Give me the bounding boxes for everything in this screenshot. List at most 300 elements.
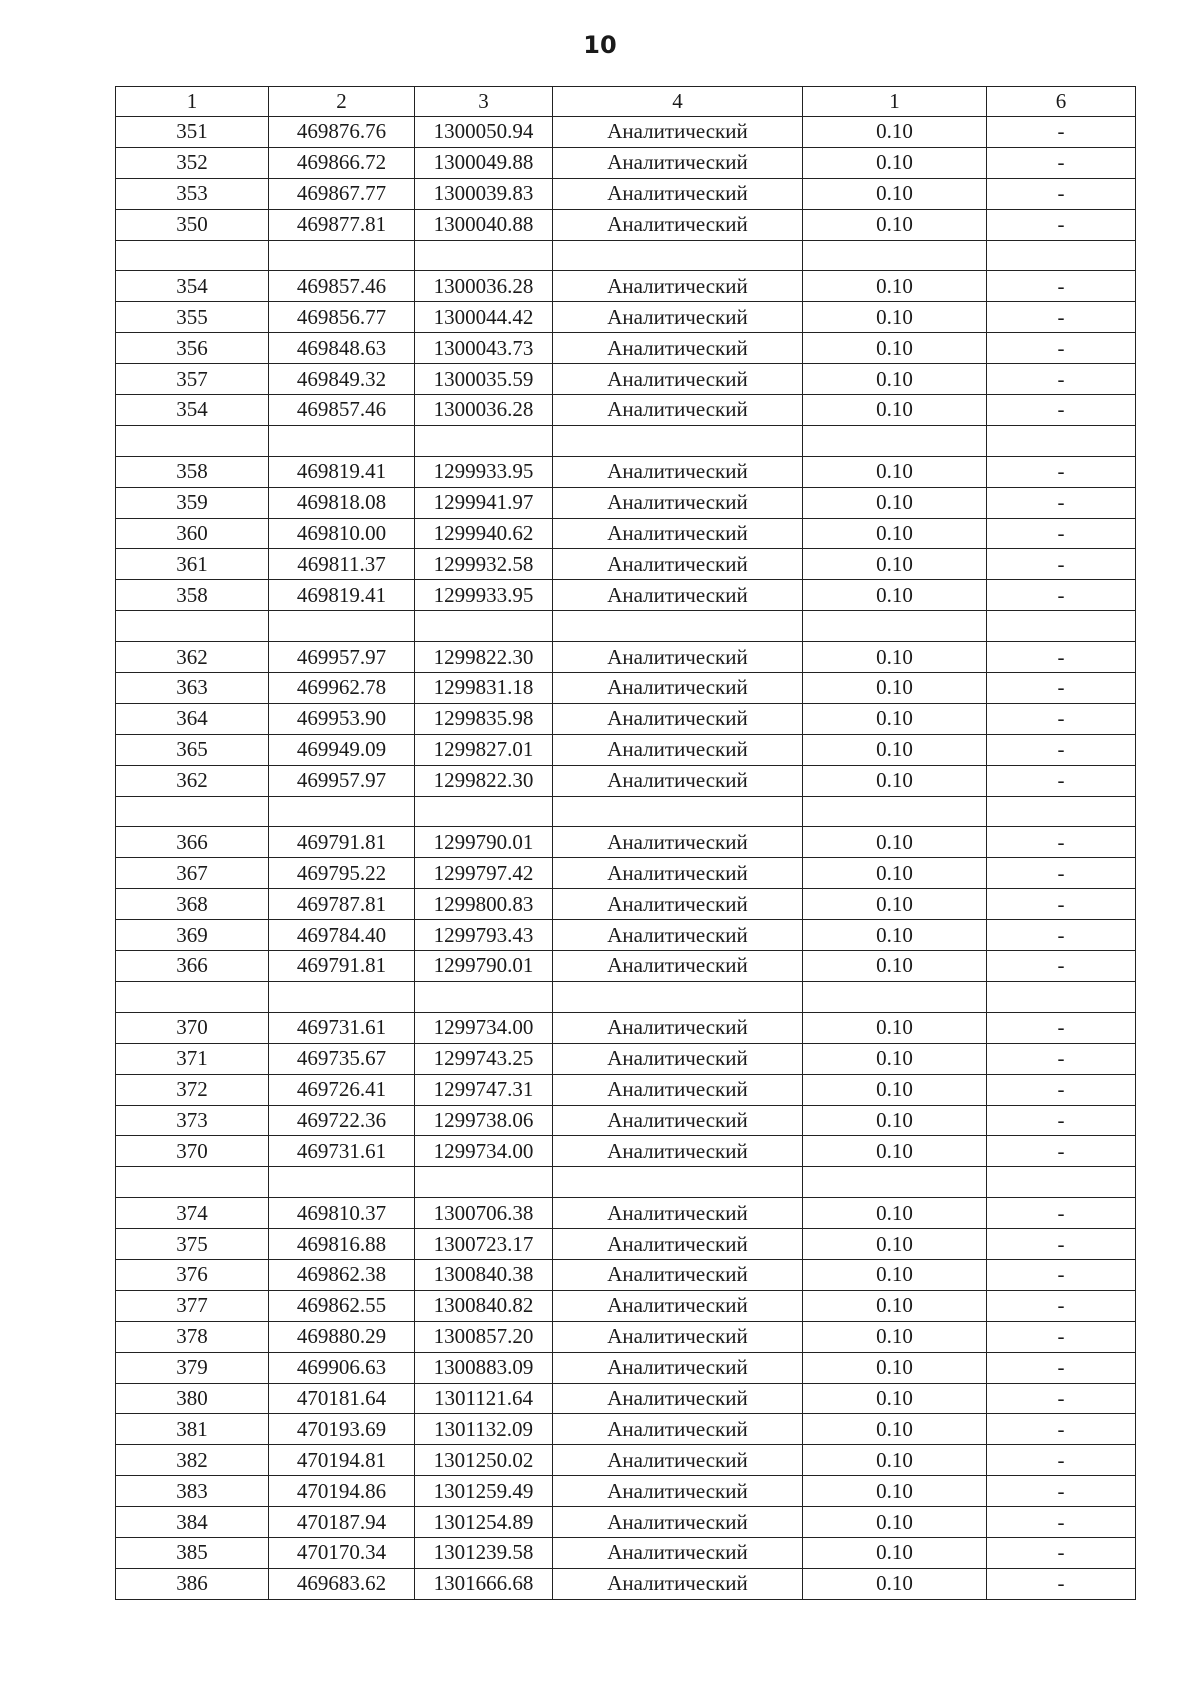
- x-coordinate-cell: 469848.63: [269, 333, 415, 364]
- note-cell: -: [987, 147, 1136, 178]
- accuracy-cell: [803, 425, 987, 456]
- table-row: [116, 858, 1136, 889]
- table-header-row: [116, 87, 1136, 117]
- table-row: [116, 951, 1136, 982]
- separator-row: [116, 425, 1136, 456]
- accuracy-cell: 0.10: [803, 1476, 987, 1507]
- y-coordinate-cell: 1300036.28: [415, 395, 553, 426]
- note-cell: -: [987, 1383, 1136, 1414]
- method-cell: Аналитический: [553, 673, 803, 704]
- accuracy-cell: 0.10: [803, 1074, 987, 1105]
- accuracy-cell: [803, 1167, 987, 1198]
- point-number-cell: 374: [116, 1198, 269, 1229]
- note-cell: -: [987, 1507, 1136, 1538]
- column-header: 4: [553, 87, 803, 117]
- method-cell: Аналитический: [553, 1352, 803, 1383]
- method-cell: Аналитический: [553, 1198, 803, 1229]
- accuracy-cell: 0.10: [803, 951, 987, 982]
- table-row: [116, 1537, 1136, 1568]
- y-coordinate-cell: 1301121.64: [415, 1383, 553, 1414]
- y-coordinate-cell: 1299822.30: [415, 642, 553, 673]
- method-cell: Аналитический: [553, 889, 803, 920]
- table-row: [116, 889, 1136, 920]
- point-number-cell: 378: [116, 1321, 269, 1352]
- point-number-cell: 372: [116, 1074, 269, 1105]
- y-coordinate-cell: [415, 611, 553, 642]
- table-row: [116, 333, 1136, 364]
- y-coordinate-cell: 1299940.62: [415, 518, 553, 549]
- column-header: 2: [269, 87, 415, 117]
- method-cell: Аналитический: [553, 1383, 803, 1414]
- note-cell: -: [987, 1290, 1136, 1321]
- separator-row: [116, 240, 1136, 271]
- accuracy-cell: 0.10: [803, 703, 987, 734]
- accuracy-cell: 0.10: [803, 1445, 987, 1476]
- table-row: [116, 1136, 1136, 1167]
- accuracy-cell: 0.10: [803, 765, 987, 796]
- y-coordinate-cell: 1301259.49: [415, 1476, 553, 1507]
- accuracy-cell: 0.10: [803, 1290, 987, 1321]
- point-number-cell: [116, 981, 269, 1012]
- point-number-cell: 373: [116, 1105, 269, 1136]
- x-coordinate-cell: 469953.90: [269, 703, 415, 734]
- table-row: [116, 642, 1136, 673]
- x-coordinate-cell: 469857.46: [269, 271, 415, 302]
- x-coordinate-cell: 469810.00: [269, 518, 415, 549]
- accuracy-cell: 0.10: [803, 1352, 987, 1383]
- accuracy-cell: 0.10: [803, 580, 987, 611]
- point-number-cell: 369: [116, 920, 269, 951]
- method-cell: Аналитический: [553, 333, 803, 364]
- point-number-cell: 384: [116, 1507, 269, 1538]
- accuracy-cell: 0.10: [803, 642, 987, 673]
- y-coordinate-cell: 1300857.20: [415, 1321, 553, 1352]
- y-coordinate-cell: 1299835.98: [415, 703, 553, 734]
- x-coordinate-cell: 469726.41: [269, 1074, 415, 1105]
- x-coordinate-cell: 469867.77: [269, 178, 415, 209]
- accuracy-cell: 0.10: [803, 673, 987, 704]
- note-cell: -: [987, 734, 1136, 765]
- y-coordinate-cell: 1300043.73: [415, 333, 553, 364]
- y-coordinate-cell: [415, 981, 553, 1012]
- note-cell: -: [987, 1321, 1136, 1352]
- method-cell: Аналитический: [553, 1414, 803, 1445]
- table-row: [116, 1259, 1136, 1290]
- x-coordinate-cell: 469876.76: [269, 117, 415, 148]
- table-row: [116, 1383, 1136, 1414]
- table-row: [116, 1352, 1136, 1383]
- table-row: [116, 1198, 1136, 1229]
- x-coordinate-cell: [269, 796, 415, 827]
- y-coordinate-cell: 1301132.09: [415, 1414, 553, 1445]
- accuracy-cell: 0.10: [803, 1105, 987, 1136]
- table-row: [116, 518, 1136, 549]
- y-coordinate-cell: 1299933.95: [415, 456, 553, 487]
- accuracy-cell: 0.10: [803, 1321, 987, 1352]
- x-coordinate-cell: 469791.81: [269, 951, 415, 982]
- point-number-cell: 379: [116, 1352, 269, 1383]
- x-coordinate-cell: 469957.97: [269, 642, 415, 673]
- point-number-cell: [116, 240, 269, 271]
- note-cell: -: [987, 858, 1136, 889]
- y-coordinate-cell: 1300044.42: [415, 302, 553, 333]
- point-number-cell: 354: [116, 395, 269, 426]
- note-cell: -: [987, 518, 1136, 549]
- note-cell: -: [987, 703, 1136, 734]
- method-cell: [553, 425, 803, 456]
- table-row: [116, 117, 1136, 148]
- note-cell: -: [987, 1198, 1136, 1229]
- y-coordinate-cell: [415, 796, 553, 827]
- accuracy-cell: 0.10: [803, 1259, 987, 1290]
- x-coordinate-cell: 469906.63: [269, 1352, 415, 1383]
- table-row: [116, 395, 1136, 426]
- x-coordinate-cell: 469819.41: [269, 456, 415, 487]
- y-coordinate-cell: 1300035.59: [415, 364, 553, 395]
- table-row: [116, 1476, 1136, 1507]
- accuracy-cell: 0.10: [803, 920, 987, 951]
- point-number-cell: 377: [116, 1290, 269, 1321]
- note-cell: -: [987, 487, 1136, 518]
- y-coordinate-cell: 1299734.00: [415, 1136, 553, 1167]
- x-coordinate-cell: 470194.86: [269, 1476, 415, 1507]
- y-coordinate-cell: [415, 425, 553, 456]
- x-coordinate-cell: 469787.81: [269, 889, 415, 920]
- table-row: [116, 1507, 1136, 1538]
- accuracy-cell: [803, 611, 987, 642]
- y-coordinate-cell: 1300039.83: [415, 178, 553, 209]
- y-coordinate-cell: [415, 1167, 553, 1198]
- y-coordinate-cell: 1299941.97: [415, 487, 553, 518]
- accuracy-cell: [803, 796, 987, 827]
- point-number-cell: 362: [116, 642, 269, 673]
- method-cell: Аналитический: [553, 456, 803, 487]
- accuracy-cell: 0.10: [803, 117, 987, 148]
- method-cell: Аналитический: [553, 858, 803, 889]
- table-row: [116, 1105, 1136, 1136]
- table-row: [116, 827, 1136, 858]
- point-number-cell: 350: [116, 209, 269, 240]
- note-cell: -: [987, 1012, 1136, 1043]
- method-cell: [553, 1167, 803, 1198]
- y-coordinate-cell: 1299734.00: [415, 1012, 553, 1043]
- method-cell: Аналитический: [553, 549, 803, 580]
- method-cell: [553, 611, 803, 642]
- x-coordinate-cell: 470194.81: [269, 1445, 415, 1476]
- x-coordinate-cell: 470170.34: [269, 1537, 415, 1568]
- method-cell: Аналитический: [553, 703, 803, 734]
- y-coordinate-cell: 1300840.82: [415, 1290, 553, 1321]
- y-coordinate-cell: 1299797.42: [415, 858, 553, 889]
- accuracy-cell: 0.10: [803, 1568, 987, 1599]
- method-cell: Аналитический: [553, 642, 803, 673]
- method-cell: Аналитический: [553, 1537, 803, 1568]
- x-coordinate-cell: [269, 425, 415, 456]
- x-coordinate-cell: 470193.69: [269, 1414, 415, 1445]
- point-number-cell: 362: [116, 765, 269, 796]
- table-row: [116, 1290, 1136, 1321]
- method-cell: Аналитический: [553, 178, 803, 209]
- note-cell: -: [987, 209, 1136, 240]
- note-cell: [987, 240, 1136, 271]
- method-cell: Аналитический: [553, 117, 803, 148]
- accuracy-cell: 0.10: [803, 1012, 987, 1043]
- y-coordinate-cell: 1299790.01: [415, 827, 553, 858]
- point-number-cell: 354: [116, 271, 269, 302]
- accuracy-cell: 0.10: [803, 1537, 987, 1568]
- y-coordinate-cell: 1299747.31: [415, 1074, 553, 1105]
- table-row: [116, 271, 1136, 302]
- table-row: [116, 1568, 1136, 1599]
- accuracy-cell: 0.10: [803, 178, 987, 209]
- y-coordinate-cell: 1299822.30: [415, 765, 553, 796]
- point-number-cell: 367: [116, 858, 269, 889]
- note-cell: -: [987, 1414, 1136, 1445]
- y-coordinate-cell: [415, 240, 553, 271]
- accuracy-cell: 0.10: [803, 1383, 987, 1414]
- note-cell: -: [987, 642, 1136, 673]
- accuracy-cell: 0.10: [803, 209, 987, 240]
- x-coordinate-cell: 470187.94: [269, 1507, 415, 1538]
- accuracy-cell: 0.10: [803, 395, 987, 426]
- point-number-cell: 366: [116, 827, 269, 858]
- table-row: [116, 1321, 1136, 1352]
- point-number-cell: 375: [116, 1229, 269, 1260]
- y-coordinate-cell: 1300040.88: [415, 209, 553, 240]
- note-cell: -: [987, 1476, 1136, 1507]
- note-cell: -: [987, 364, 1136, 395]
- accuracy-cell: 0.10: [803, 1043, 987, 1074]
- note-cell: -: [987, 765, 1136, 796]
- point-number-cell: 358: [116, 580, 269, 611]
- note-cell: -: [987, 1537, 1136, 1568]
- point-number-cell: 359: [116, 487, 269, 518]
- point-number-cell: 355: [116, 302, 269, 333]
- table-row: [116, 1229, 1136, 1260]
- method-cell: Аналитический: [553, 1507, 803, 1538]
- note-cell: -: [987, 456, 1136, 487]
- method-cell: Аналитический: [553, 580, 803, 611]
- point-number-cell: 385: [116, 1537, 269, 1568]
- accuracy-cell: 0.10: [803, 456, 987, 487]
- y-coordinate-cell: 1300049.88: [415, 147, 553, 178]
- x-coordinate-cell: 469731.61: [269, 1012, 415, 1043]
- point-number-cell: 381: [116, 1414, 269, 1445]
- x-coordinate-cell: 469857.46: [269, 395, 415, 426]
- x-coordinate-cell: 469795.22: [269, 858, 415, 889]
- accuracy-cell: 0.10: [803, 147, 987, 178]
- separator-row: [116, 981, 1136, 1012]
- x-coordinate-cell: 469784.40: [269, 920, 415, 951]
- point-number-cell: 352: [116, 147, 269, 178]
- method-cell: Аналитический: [553, 1074, 803, 1105]
- note-cell: [987, 796, 1136, 827]
- table-row: [116, 487, 1136, 518]
- method-cell: [553, 240, 803, 271]
- method-cell: [553, 796, 803, 827]
- x-coordinate-cell: 469816.88: [269, 1229, 415, 1260]
- note-cell: -: [987, 549, 1136, 580]
- method-cell: Аналитический: [553, 1445, 803, 1476]
- point-number-cell: [116, 1167, 269, 1198]
- method-cell: Аналитический: [553, 1290, 803, 1321]
- point-number-cell: 370: [116, 1136, 269, 1167]
- note-cell: -: [987, 1259, 1136, 1290]
- table-row: [116, 364, 1136, 395]
- point-number-cell: [116, 611, 269, 642]
- point-number-cell: 363: [116, 673, 269, 704]
- x-coordinate-cell: [269, 240, 415, 271]
- table-row: [116, 920, 1136, 951]
- x-coordinate-cell: [269, 981, 415, 1012]
- method-cell: Аналитический: [553, 1321, 803, 1352]
- x-coordinate-cell: 469735.67: [269, 1043, 415, 1074]
- note-cell: -: [987, 827, 1136, 858]
- y-coordinate-cell: 1299738.06: [415, 1105, 553, 1136]
- accuracy-cell: 0.10: [803, 364, 987, 395]
- column-header: 3: [415, 87, 553, 117]
- note-cell: [987, 1167, 1136, 1198]
- x-coordinate-cell: 469818.08: [269, 487, 415, 518]
- note-cell: -: [987, 395, 1136, 426]
- accuracy-cell: 0.10: [803, 1198, 987, 1229]
- table-row: [116, 549, 1136, 580]
- y-coordinate-cell: 1299793.43: [415, 920, 553, 951]
- method-cell: Аналитический: [553, 1259, 803, 1290]
- table-row: [116, 147, 1136, 178]
- x-coordinate-cell: 469731.61: [269, 1136, 415, 1167]
- accuracy-cell: 0.10: [803, 1136, 987, 1167]
- x-coordinate-cell: 469849.32: [269, 364, 415, 395]
- note-cell: -: [987, 1105, 1136, 1136]
- note-cell: -: [987, 673, 1136, 704]
- column-header: 1: [116, 87, 269, 117]
- accuracy-cell: 0.10: [803, 858, 987, 889]
- method-cell: Аналитический: [553, 1136, 803, 1167]
- table-row: [116, 302, 1136, 333]
- accuracy-cell: 0.10: [803, 1507, 987, 1538]
- accuracy-cell: 0.10: [803, 271, 987, 302]
- accuracy-cell: 0.10: [803, 889, 987, 920]
- x-coordinate-cell: 469791.81: [269, 827, 415, 858]
- note-cell: -: [987, 1445, 1136, 1476]
- note-cell: -: [987, 580, 1136, 611]
- accuracy-cell: 0.10: [803, 734, 987, 765]
- x-coordinate-cell: 469862.55: [269, 1290, 415, 1321]
- x-coordinate-cell: 469819.41: [269, 580, 415, 611]
- note-cell: -: [987, 1229, 1136, 1260]
- point-number-cell: 358: [116, 456, 269, 487]
- point-number-cell: [116, 425, 269, 456]
- note-cell: [987, 981, 1136, 1012]
- table-row: [116, 1074, 1136, 1105]
- method-cell: Аналитический: [553, 1568, 803, 1599]
- point-number-cell: 368: [116, 889, 269, 920]
- table-row: [116, 456, 1136, 487]
- accuracy-cell: 0.10: [803, 518, 987, 549]
- table-row: [116, 580, 1136, 611]
- point-number-cell: [116, 796, 269, 827]
- note-cell: -: [987, 1352, 1136, 1383]
- column-header: 1: [803, 87, 987, 117]
- point-number-cell: 356: [116, 333, 269, 364]
- separator-row: [116, 1167, 1136, 1198]
- y-coordinate-cell: 1299932.58: [415, 549, 553, 580]
- x-coordinate-cell: 469811.37: [269, 549, 415, 580]
- table-row: [116, 1012, 1136, 1043]
- point-number-cell: 365: [116, 734, 269, 765]
- x-coordinate-cell: 469866.72: [269, 147, 415, 178]
- x-coordinate-cell: 469856.77: [269, 302, 415, 333]
- accuracy-cell: 0.10: [803, 1229, 987, 1260]
- method-cell: Аналитический: [553, 364, 803, 395]
- method-cell: Аналитический: [553, 147, 803, 178]
- y-coordinate-cell: 1299800.83: [415, 889, 553, 920]
- accuracy-cell: 0.10: [803, 549, 987, 580]
- point-number-cell: 376: [116, 1259, 269, 1290]
- method-cell: Аналитический: [553, 302, 803, 333]
- point-number-cell: 370: [116, 1012, 269, 1043]
- x-coordinate-cell: 469962.78: [269, 673, 415, 704]
- y-coordinate-cell: 1299790.01: [415, 951, 553, 982]
- accuracy-cell: 0.10: [803, 333, 987, 364]
- point-number-cell: 357: [116, 364, 269, 395]
- method-cell: Аналитический: [553, 1105, 803, 1136]
- point-number-cell: 371: [116, 1043, 269, 1074]
- note-cell: -: [987, 889, 1136, 920]
- method-cell: Аналитический: [553, 1476, 803, 1507]
- y-coordinate-cell: 1300840.38: [415, 1259, 553, 1290]
- y-coordinate-cell: 1299933.95: [415, 580, 553, 611]
- separator-row: [116, 796, 1136, 827]
- method-cell: Аналитический: [553, 1229, 803, 1260]
- point-number-cell: 366: [116, 951, 269, 982]
- table-row: [116, 765, 1136, 796]
- accuracy-cell: 0.10: [803, 1414, 987, 1445]
- y-coordinate-cell: 1301666.68: [415, 1568, 553, 1599]
- note-cell: [987, 425, 1136, 456]
- note-cell: -: [987, 178, 1136, 209]
- method-cell: Аналитический: [553, 765, 803, 796]
- x-coordinate-cell: 469877.81: [269, 209, 415, 240]
- x-coordinate-cell: 469810.37: [269, 1198, 415, 1229]
- y-coordinate-cell: 1300036.28: [415, 271, 553, 302]
- x-coordinate-cell: [269, 1167, 415, 1198]
- note-cell: -: [987, 271, 1136, 302]
- note-cell: [987, 611, 1136, 642]
- page-number: 10: [583, 31, 617, 59]
- method-cell: Аналитический: [553, 951, 803, 982]
- y-coordinate-cell: 1301254.89: [415, 1507, 553, 1538]
- method-cell: Аналитический: [553, 920, 803, 951]
- table-row: [116, 209, 1136, 240]
- point-number-cell: 382: [116, 1445, 269, 1476]
- x-coordinate-cell: 470181.64: [269, 1383, 415, 1414]
- method-cell: Аналитический: [553, 395, 803, 426]
- method-cell: Аналитический: [553, 734, 803, 765]
- y-coordinate-cell: 1299831.18: [415, 673, 553, 704]
- method-cell: Аналитический: [553, 271, 803, 302]
- accuracy-cell: 0.10: [803, 827, 987, 858]
- method-cell: Аналитический: [553, 1012, 803, 1043]
- note-cell: -: [987, 1074, 1136, 1105]
- note-cell: -: [987, 1568, 1136, 1599]
- table-row: [116, 1445, 1136, 1476]
- x-coordinate-cell: 469880.29: [269, 1321, 415, 1352]
- point-number-cell: 360: [116, 518, 269, 549]
- table-row: [116, 703, 1136, 734]
- y-coordinate-cell: 1300050.94: [415, 117, 553, 148]
